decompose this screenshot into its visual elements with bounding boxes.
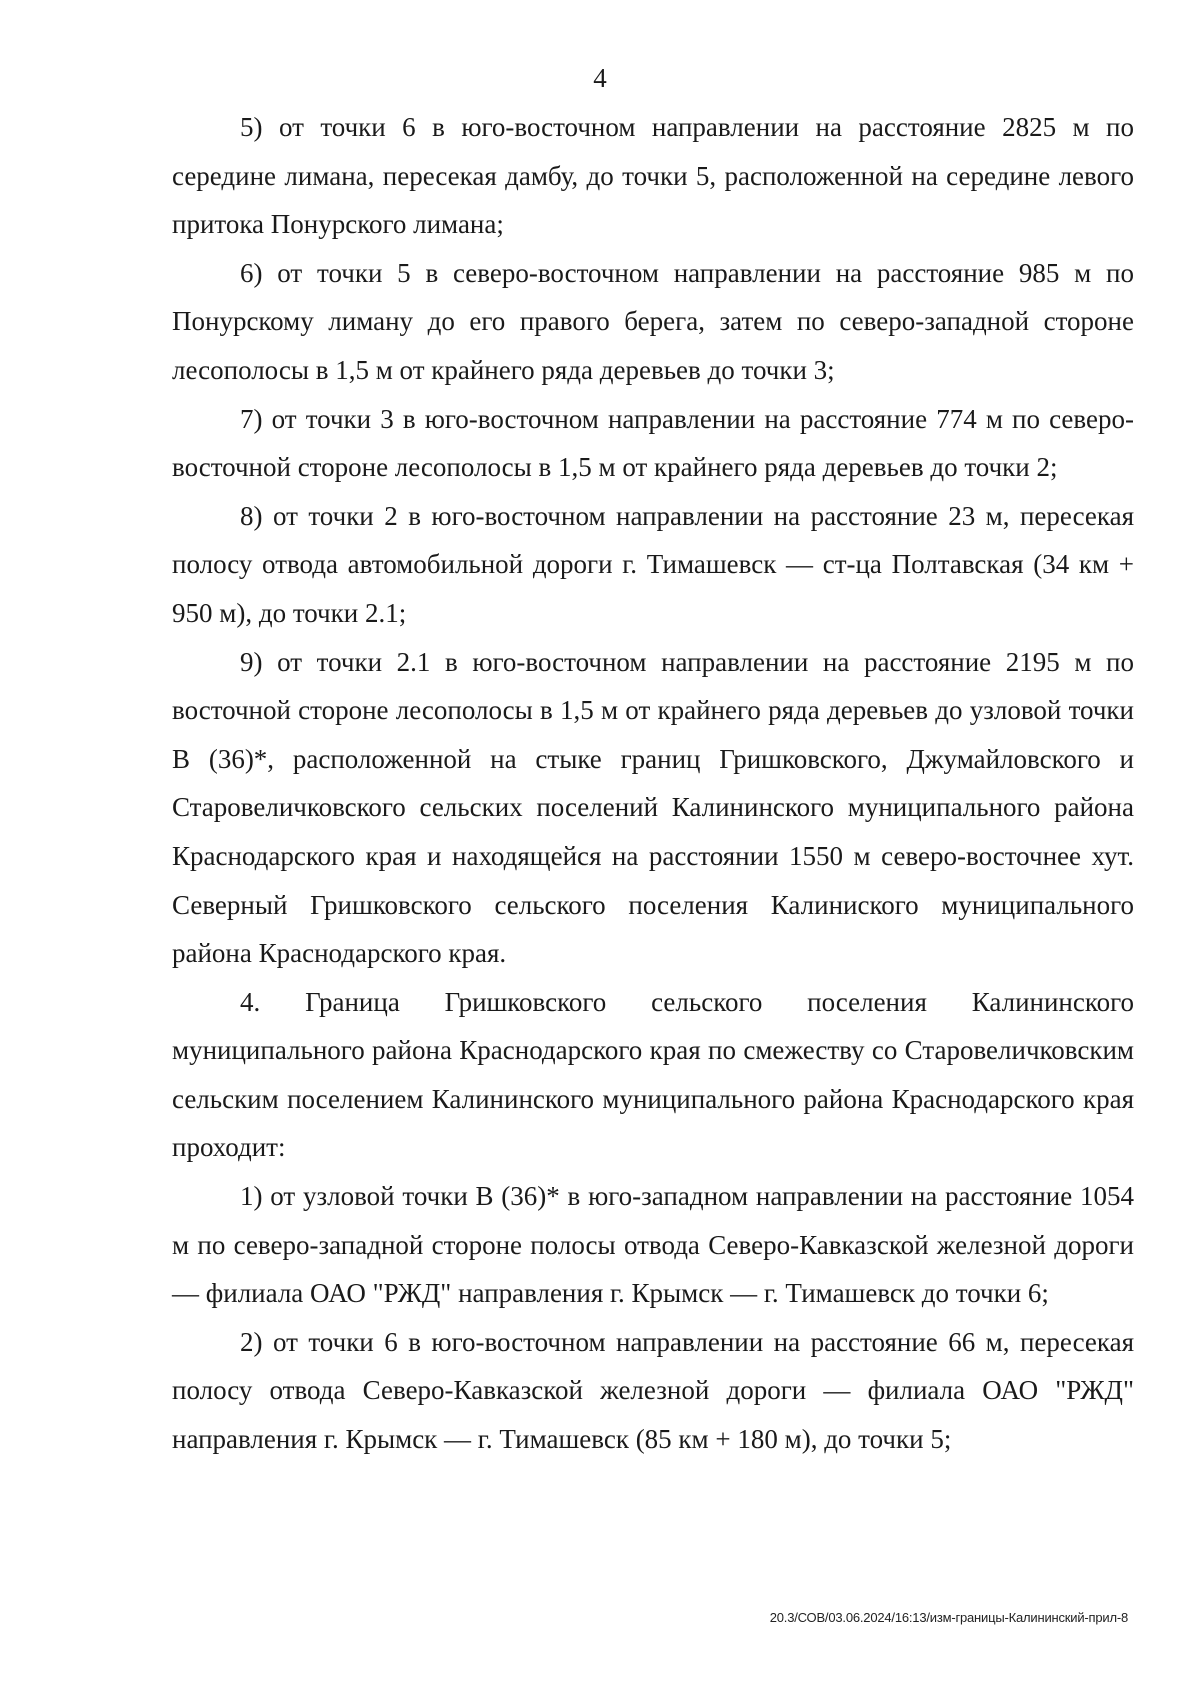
paragraph-item-6: 6) от точки 5 в северо-восточном направлении на расстояние 985 м по Понурскому лиману до его правого берега, затем по северо-западной стороне лесополосы в 1,5 м от крайнего ряда деревьев до точки 3;	[172, 257, 1134, 385]
document-footer-code: 20.3/СОВ/03.06.2024/16:13/изм-границы-Калининский-прил-8	[769, 1610, 1128, 1625]
paragraph-item-5: 5) от точки 6 в юго-восточном направлении на расстояние 2825 м по середине лимана, пересекая дамбу, до точки 5, расположенной на середине левого притока Понурского лимана;	[172, 112, 1134, 240]
page-number: 4	[593, 63, 607, 93]
paragraph-item-9: 9) от точки 2.1 в юго-восточном направлении на расстояние 2195 м по восточной стороне лесополосы в 1,5 м от крайнего ряда деревьев до узловой точки В (36)*, расположенной на стыке границ Гришковского, Джумайловского и Старовеличковского сельских поселений Калининского муниципального района Краснодарского края и находящейся на расстоянии 1550 м северо-восточнее хут. Северный Гришковского сельского поселения Калиниского муниципального района Краснодарского края.	[172, 646, 1134, 969]
section-4-item-1: 1) от узловой точки В (36)* в юго-западном направлении на расстояние 1054 м по северо-западной стороне полосы отвода Северо-Кавказской железной дороги — филиала ОАО "РЖД" направления г. Крымск — г. Тимашевск до точки 6;	[172, 1181, 1134, 1309]
section-4-intro: 4. Граница Гришковского сельского поселения Калининского муниципального района Краснодарского края по смежеству со Старовеличковским сельским поселением Калининского муниципального района Краснодарского края проходит:	[172, 986, 1134, 1163]
paragraph-item-7: 7) от точки 3 в юго-восточном направлении на расстояние 774 м по северо-восточной стороне лесополосы в 1,5 м от крайнего ряда деревьев до точки 2;	[172, 403, 1134, 483]
paragraph-item-8: 8) от точки 2 в юго-восточном направлении на расстояние 23 м, пересекая полосу отвода автомобильной дороги г. Тимашевск — ст-ца Полтавская (34 км + 950 м), до точки 2.1;	[172, 500, 1134, 628]
document-body	[172, 103, 1134, 1464]
section-4-item-2: 2) от точки 6 в юго-восточном направлении на расстояние 66 м, пересекая полосу отвода Северо-Кавказской железной дороги — филиала ОАО "РЖД" направления г. Крымск — г. Тимашевск (85 км + 180 м), до точки 5;	[172, 1326, 1134, 1455]
